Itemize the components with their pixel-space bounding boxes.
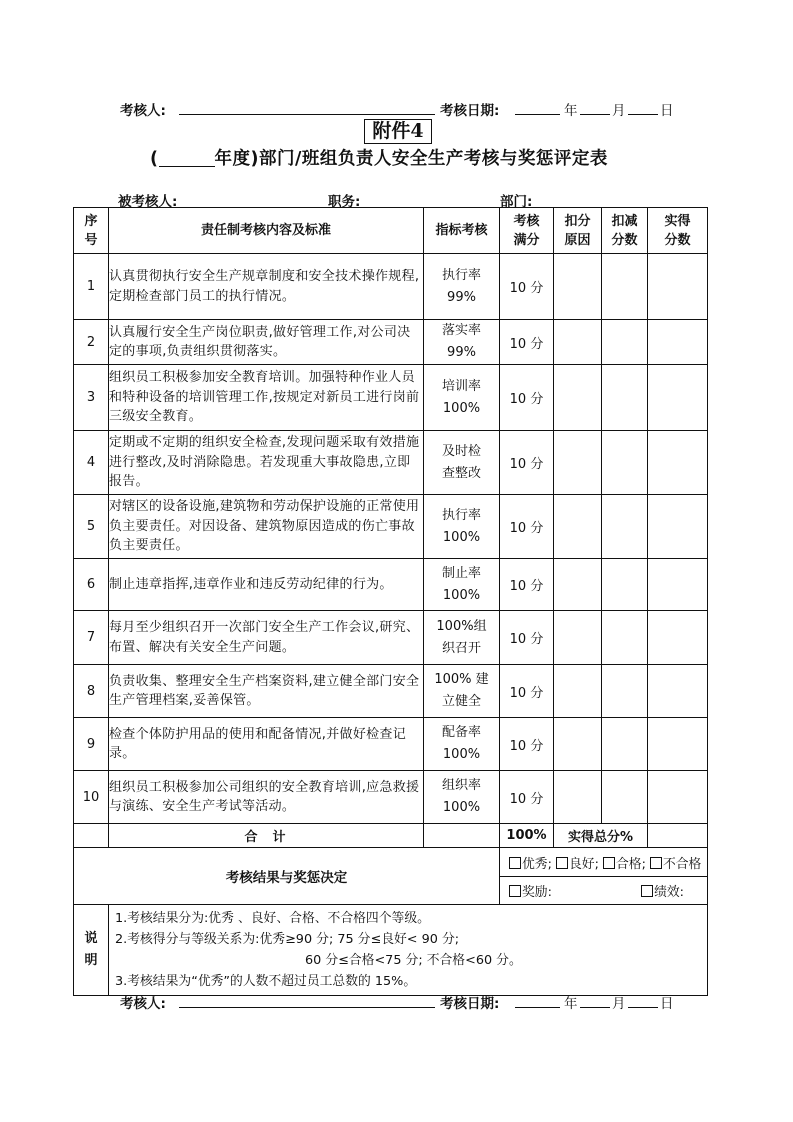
row-deduct-reason-cell[interactable]: [554, 665, 602, 718]
position-label: 职务:: [328, 194, 361, 210]
row-full-score: 10 分: [500, 365, 554, 431]
assessor-field[interactable]: [179, 114, 435, 115]
table-row: [74, 559, 708, 611]
row-deduct-score-cell[interactable]: [602, 771, 648, 824]
row-full-score: 10 分: [500, 320, 554, 365]
note-line-2: 2.考核得分与等级关系为:优秀≥90 分; 75 分≤良好< 90 分;: [115, 932, 460, 947]
performance-option[interactable]: 绩效:: [641, 885, 684, 900]
grade-option-fail[interactable]: 不合格: [650, 857, 701, 872]
row-actual-score-cell[interactable]: [648, 559, 708, 611]
row-deduct-score-cell[interactable]: [602, 254, 648, 320]
table-row: [74, 665, 708, 718]
row-deduct-reason-cell[interactable]: [554, 320, 602, 365]
row-actual-score-cell[interactable]: [648, 431, 708, 495]
row-content: 制止违章指挥,违章作业和违反劳动纪律的行为。: [109, 559, 424, 611]
footer-month-field[interactable]: [580, 1007, 610, 1008]
table-row: [74, 365, 708, 431]
row-indicator: 执行率 100%: [424, 495, 500, 559]
total-actual-label: 实得总分%: [554, 824, 648, 848]
row-full-score: 10 分: [500, 254, 554, 320]
table-header-row: [74, 208, 708, 254]
row-full-score: 10 分: [500, 495, 554, 559]
row-no: 8: [74, 665, 109, 718]
row-indicator: 及时检查整改: [424, 431, 500, 495]
row-indicator: 培训率 100%: [424, 365, 500, 431]
checkbox-icon[interactable]: [603, 857, 615, 869]
row-deduct-score-cell[interactable]: [602, 559, 648, 611]
checkbox-icon[interactable]: [509, 857, 521, 869]
row-deduct-score-cell[interactable]: [602, 495, 648, 559]
row-content: 对辖区的设备设施,建筑物和劳动保护设施的正常使用负主要责任。对因设备、建筑物原因造成的伤亡事故负主要责任。: [109, 495, 424, 559]
header-deduct-reason: 扣分原因: [554, 208, 602, 254]
notes-row: [74, 905, 708, 996]
row-deduct-score-cell[interactable]: [602, 665, 648, 718]
result-row-grades: [74, 848, 708, 877]
row-deduct-score-cell[interactable]: [602, 431, 648, 495]
result-label: 考核结果与奖惩决定: [74, 848, 500, 905]
row-indicator: 制止率 100%: [424, 559, 500, 611]
row-content: 认真贯彻执行安全生产规章制度和安全技术操作规程,定期检查部门员工的执行情况。: [109, 254, 424, 320]
row-deduct-score-cell[interactable]: [602, 718, 648, 771]
row-indicator: 执行率 99%: [424, 254, 500, 320]
header-content: 责任制考核内容及标准: [109, 208, 424, 254]
row-deduct-reason-cell[interactable]: [554, 495, 602, 559]
row-content: 负责收集、整理安全生产档案资料,建立健全部门安全生产管理档案,妥善保管。: [109, 665, 424, 718]
row-indicator: 配备率 100%: [424, 718, 500, 771]
row-full-score: 10 分: [500, 718, 554, 771]
row-deduct-reason-cell[interactable]: [554, 254, 602, 320]
grade-options: [500, 848, 708, 877]
row-actual-score-cell[interactable]: [648, 665, 708, 718]
row-deduct-reason-cell[interactable]: [554, 771, 602, 824]
row-no: 6: [74, 559, 109, 611]
row-no: 9: [74, 718, 109, 771]
checkbox-icon[interactable]: [650, 857, 662, 869]
footer-day-field[interactable]: [628, 1007, 658, 1008]
row-actual-score-cell[interactable]: [648, 718, 708, 771]
note-line-3: 60 分≤合格<75 分; 不合格<60 分。: [305, 953, 522, 968]
row-no: 5: [74, 495, 109, 559]
total-row: [74, 824, 708, 848]
row-no: 4: [74, 431, 109, 495]
grade-option-excellent[interactable]: 优秀;: [509, 857, 552, 872]
table-row: [74, 495, 708, 559]
row-content: 组织员工积极参加安全教育培训。加强特种作业人员和特种设备的培训管理工作,按规定对新员工进行岗前三级安全教育。: [109, 365, 424, 431]
assessee-label: 被考核人:: [118, 194, 178, 210]
checkbox-icon[interactable]: [641, 885, 653, 897]
notes-label: 说明: [74, 905, 109, 996]
row-deduct-reason-cell[interactable]: [554, 559, 602, 611]
row-indicator: 组织率 100%: [424, 771, 500, 824]
footer-day-unit: 日: [660, 996, 674, 1012]
row-actual-score-cell[interactable]: [648, 254, 708, 320]
total-full-score: 100%: [500, 824, 554, 848]
grade-option-good[interactable]: 良好;: [556, 857, 599, 872]
row-no: 3: [74, 365, 109, 431]
row-deduct-reason-cell[interactable]: [554, 365, 602, 431]
row-actual-score-cell[interactable]: [648, 365, 708, 431]
day-unit: 日: [660, 103, 674, 119]
row-deduct-reason-cell[interactable]: [554, 611, 602, 665]
department-label: 部门:: [500, 194, 533, 210]
day-field[interactable]: [628, 114, 658, 115]
row-full-score: 10 分: [500, 665, 554, 718]
header-deduct-score: 扣减分数: [602, 208, 648, 254]
assessment-table: [73, 207, 708, 996]
reward-options: [500, 877, 708, 905]
row-actual-score-cell[interactable]: [648, 771, 708, 824]
month-field[interactable]: [580, 114, 610, 115]
checkbox-icon[interactable]: [556, 857, 568, 869]
title-open-paren: (: [150, 149, 159, 169]
footer-month-unit: 月: [612, 996, 626, 1012]
row-no: 2: [74, 320, 109, 365]
row-content: 认真履行安全生产岗位职责,做好管理工作,对公司决定的事项,负责组织贯彻落实。: [109, 320, 424, 365]
checkbox-icon[interactable]: [509, 885, 521, 897]
annex-label: 附件4: [364, 119, 432, 144]
year-unit: 年: [564, 103, 578, 119]
row-content: 组织员工积极参加公司组织的安全教育培训,应急救援与演练、安全生产考试等活动。: [109, 771, 424, 824]
row-indicator: 100%组织召开: [424, 611, 500, 665]
row-actual-score-cell[interactable]: [648, 611, 708, 665]
row-no: 1: [74, 254, 109, 320]
table-row: [74, 431, 708, 495]
page-title: [150, 145, 608, 170]
note-line-4: 3.考核结果为“优秀”的人数不超过员工总数的 15%。: [115, 974, 417, 989]
title-year-blank[interactable]: [159, 150, 215, 167]
row-indicator: 100% 建立健全: [424, 665, 500, 718]
title-text: 年度)部门/班组负责人安全生产考核与奖惩评定表: [214, 149, 608, 169]
grade-option-pass[interactable]: 合格;: [603, 857, 646, 872]
year-field[interactable]: [515, 114, 560, 115]
row-indicator: 落实率 99%: [424, 320, 500, 365]
note-line-1: 1.考核结果分为:优秀 、良好、合格、不合格四个等级。: [115, 911, 430, 926]
row-full-score: 10 分: [500, 771, 554, 824]
row-content: 每月至少组织召开一次部门安全生产工作会议,研究、布置、解决有关安全生产问题。: [109, 611, 424, 665]
row-deduct-reason-cell[interactable]: [554, 718, 602, 771]
row-actual-score-cell[interactable]: [648, 495, 708, 559]
notes-content: [109, 905, 708, 996]
row-deduct-reason-cell[interactable]: [554, 431, 602, 495]
month-unit: 月: [612, 103, 626, 119]
footer-year-unit: 年: [564, 996, 578, 1012]
table-row: [74, 254, 708, 320]
row-full-score: 10 分: [500, 611, 554, 665]
row-no: 10: [74, 771, 109, 824]
row-content: 定期或不定期的组织安全检查,发现问题采取有效措施进行整改,及时消除隐患。若发现重大事故隐患,立即报告。: [109, 431, 424, 495]
footer-date-label: 考核日期:: [440, 996, 500, 1012]
row-full-score: 10 分: [500, 431, 554, 495]
footer-year-field[interactable]: [515, 1007, 560, 1008]
reward-option[interactable]: 奖励:: [509, 881, 637, 900]
total-label: 合 计: [109, 824, 424, 848]
table-row: [74, 611, 708, 665]
row-actual-score-cell[interactable]: [648, 320, 708, 365]
footer-assessor-field[interactable]: [179, 1007, 435, 1008]
header-indicator: 指标考核: [424, 208, 500, 254]
table-row: [74, 718, 708, 771]
row-deduct-score-cell[interactable]: [602, 320, 648, 365]
row-deduct-score-cell[interactable]: [602, 365, 648, 431]
assessor-label: 考核人:: [120, 103, 166, 119]
table-row: [74, 320, 708, 365]
row-deduct-score-cell[interactable]: [602, 611, 648, 665]
header-seq: 序号: [74, 208, 109, 254]
row-content: 检查个体防护用品的使用和配备情况,并做好检查记录。: [109, 718, 424, 771]
header-actual-score: 实得分数: [648, 208, 708, 254]
row-full-score: 10 分: [500, 559, 554, 611]
total-actual-cell[interactable]: [648, 824, 708, 848]
footer-assessor-label: 考核人:: [120, 996, 166, 1012]
row-no: 7: [74, 611, 109, 665]
header-full-score: 考核满分: [500, 208, 554, 254]
table-row: [74, 771, 708, 824]
assess-date-label: 考核日期:: [440, 103, 500, 119]
